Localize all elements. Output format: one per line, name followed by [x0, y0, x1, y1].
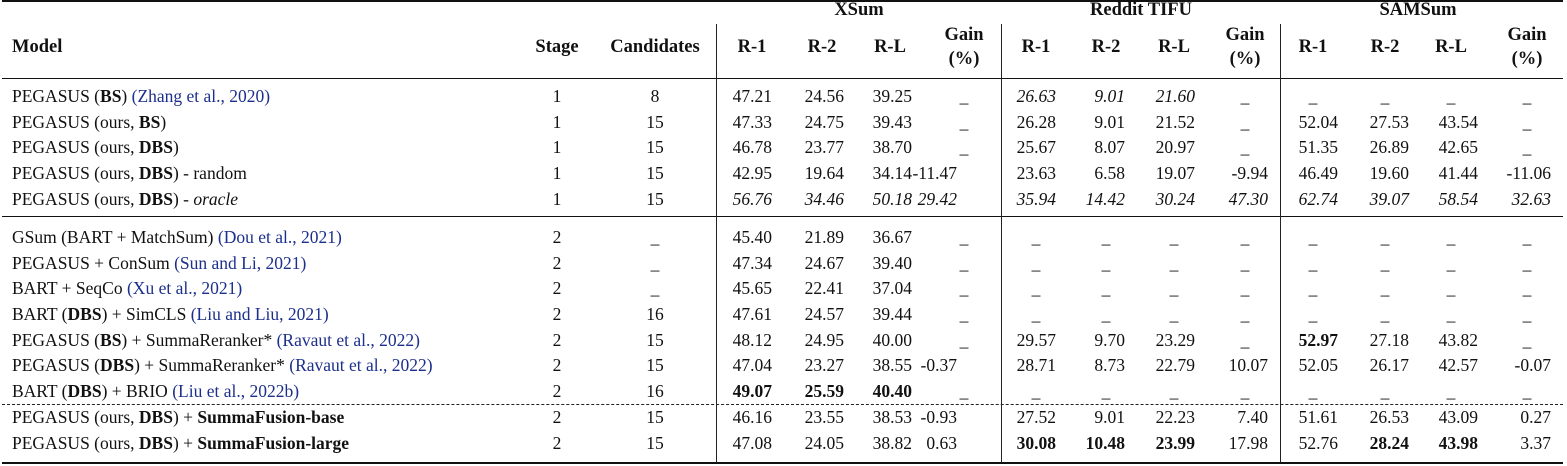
- candidates-cell: 8: [650, 86, 660, 106]
- score-cell: 42.57: [1438, 355, 1478, 375]
- score-cell: 25.59: [804, 381, 844, 401]
- column-separator: [1280, 24, 1281, 462]
- header-group: Reddit TIFU: [1090, 0, 1192, 20]
- score-cell: 42.95: [732, 163, 772, 183]
- table-rule: [2, 216, 1563, 217]
- model-name-part: PEGASUS + ConSum: [12, 253, 175, 273]
- score-cell: 28.71: [1016, 355, 1056, 375]
- score-cell: 27.52: [1016, 407, 1056, 427]
- model-name: [12, 435, 349, 453]
- score-cell: 30.08: [1016, 433, 1056, 453]
- score-cell: _: [1446, 381, 1456, 401]
- gain-cell: 17.98: [1228, 433, 1268, 453]
- model-name-part: PEGASUS (ours,: [12, 137, 139, 157]
- stage-cell: 1: [552, 189, 562, 209]
- score-cell: _: [1380, 304, 1390, 324]
- score-cell: 47.61: [732, 304, 772, 324]
- gain-cell: _: [959, 330, 969, 350]
- score-cell: 56.76: [732, 189, 772, 209]
- model-name-part: BS: [100, 86, 122, 106]
- score-cell: 26.53: [1369, 407, 1409, 427]
- score-cell: 38.82: [872, 433, 912, 453]
- score-cell: 10.48: [1085, 433, 1125, 453]
- gain-cell: _: [959, 137, 969, 157]
- stage-cell: 2: [552, 355, 562, 375]
- gain-cell: _: [959, 227, 969, 247]
- score-cell: _: [1446, 227, 1456, 247]
- header-gain-unit: (%): [948, 49, 980, 69]
- candidates-cell: 15: [646, 189, 664, 209]
- header-gain: Gain: [1225, 25, 1265, 45]
- score-cell: 34.46: [804, 189, 844, 209]
- score-cell: _: [1308, 253, 1318, 273]
- model-name-part: BART + SeqCo: [12, 278, 127, 298]
- score-cell: 46.16: [732, 407, 772, 427]
- score-cell: _: [1380, 278, 1390, 298]
- header-metric: R-2: [1370, 37, 1400, 57]
- score-cell: _: [1380, 381, 1390, 401]
- score-cell: 23.27: [804, 355, 844, 375]
- score-cell: 23.99: [1155, 433, 1195, 453]
- score-cell: 37.04: [872, 278, 912, 298]
- gain-cell: _: [1240, 227, 1250, 247]
- model-name-part: PEGASUS (ours,: [12, 112, 139, 132]
- score-cell: 27.53: [1369, 112, 1409, 132]
- stage-cell: 2: [552, 407, 562, 427]
- score-cell: 21.89: [804, 227, 844, 247]
- gain-cell: _: [1522, 86, 1532, 106]
- score-cell: 19.07: [1155, 163, 1195, 183]
- stage-cell: 1: [552, 112, 562, 132]
- stage-cell: 2: [552, 278, 562, 298]
- score-cell: _: [1101, 304, 1111, 324]
- header-group: XSum: [834, 0, 884, 20]
- candidates-cell: _: [650, 227, 660, 247]
- model-name-part: ) -: [172, 189, 194, 209]
- score-cell: 24.05: [804, 433, 844, 453]
- score-cell: 6.58: [1094, 163, 1125, 183]
- model-name-part: PEGASUS (ours,: [12, 163, 139, 183]
- score-cell: 26.28: [1016, 112, 1056, 132]
- score-cell: 19.60: [1369, 163, 1409, 183]
- score-cell: _: [1380, 253, 1390, 273]
- score-cell: 39.43: [872, 112, 912, 132]
- model-name: [12, 306, 329, 324]
- model-name: [12, 332, 420, 350]
- header-stage: Stage: [535, 37, 579, 57]
- gain-cell: 3.37: [1520, 433, 1551, 453]
- score-cell: 43.98: [1438, 433, 1478, 453]
- score-cell: 39.25: [872, 86, 912, 106]
- gain-cell: _: [1240, 304, 1250, 324]
- gain-cell: _: [1522, 137, 1532, 157]
- header-metric: R-L: [1158, 37, 1190, 57]
- model-name-part: DBS: [138, 189, 173, 209]
- score-cell: 24.67: [804, 253, 844, 273]
- gain-cell: 47.30: [1228, 189, 1268, 209]
- model-name-part: BS: [138, 112, 161, 132]
- gain-cell: _: [959, 381, 969, 401]
- score-cell: 39.44: [872, 304, 912, 324]
- candidates-cell: 16: [646, 304, 664, 324]
- stage-cell: 2: [552, 304, 562, 324]
- model-name-part: ) - random: [172, 163, 247, 183]
- gain-cell: _: [1240, 381, 1250, 401]
- model-name-part: DBS: [138, 407, 173, 427]
- gain-cell: -9.94: [1231, 163, 1268, 183]
- score-cell: 23.55: [804, 407, 844, 427]
- score-cell: _: [1101, 253, 1111, 273]
- score-cell: 51.35: [1298, 137, 1338, 157]
- model-name-part: DBS: [138, 163, 173, 183]
- score-cell: 52.05: [1298, 355, 1338, 375]
- score-cell: 52.76: [1298, 433, 1338, 453]
- score-cell: _: [1308, 86, 1318, 106]
- gain-cell: -0.07: [1514, 355, 1551, 375]
- score-cell: _: [1031, 381, 1041, 401]
- model-name: [12, 409, 344, 427]
- stage-cell: 2: [552, 227, 562, 247]
- model-name-part: BART (: [12, 381, 68, 401]
- score-cell: 23.29: [1155, 330, 1195, 350]
- model-name-part: BART (: [12, 304, 68, 324]
- gain-cell: _: [1240, 137, 1250, 157]
- model-name: [12, 114, 166, 132]
- gain-cell: 7.40: [1237, 407, 1268, 427]
- score-cell: _: [1101, 278, 1111, 298]
- score-cell: 24.95: [804, 330, 844, 350]
- model-name-part: PEGASUS (ours,: [12, 433, 139, 453]
- gain-cell: -11.06: [1506, 163, 1551, 183]
- header-metric: R-L: [1435, 37, 1467, 57]
- gain-cell: _: [1522, 304, 1532, 324]
- gain-cell: _: [1240, 253, 1250, 273]
- score-cell: 23.63: [1016, 163, 1056, 183]
- citation-link[interactable]: (Sun and Li, 2021): [174, 253, 307, 273]
- table-rule: [2, 462, 1563, 464]
- score-cell: 47.33: [732, 112, 772, 132]
- score-cell: _: [1308, 227, 1318, 247]
- score-cell: 26.63: [1016, 86, 1056, 106]
- citation-link[interactable]: (Liu et al., 2022b): [172, 381, 300, 401]
- score-cell: 21.60: [1155, 86, 1195, 106]
- score-cell: 27.18: [1369, 330, 1409, 350]
- candidates-cell: _: [650, 253, 660, 273]
- model-name-part: DBS: [138, 433, 173, 453]
- score-cell: 51.61: [1298, 407, 1338, 427]
- table-dashed-rule: [2, 404, 1563, 405]
- candidates-cell: 16: [646, 381, 664, 401]
- header-metric: R-2: [1091, 37, 1121, 57]
- header-gain: Gain: [944, 25, 984, 45]
- model-name: [12, 255, 306, 273]
- model-name-part: ) +: [172, 433, 198, 453]
- gain-cell: _: [1240, 330, 1250, 350]
- gain-cell: -0.93: [920, 407, 957, 427]
- candidates-cell: 15: [646, 330, 664, 350]
- model-name-part: ) + SummaReranker*: [134, 355, 290, 375]
- gain-cell: _: [959, 112, 969, 132]
- header-model: Model: [12, 37, 63, 57]
- score-cell: 42.65: [1438, 137, 1478, 157]
- score-cell: 39.40: [872, 253, 912, 273]
- score-cell: 21.52: [1155, 112, 1195, 132]
- score-cell: 43.09: [1438, 407, 1478, 427]
- score-cell: 52.97: [1298, 330, 1338, 350]
- model-name: [12, 357, 433, 375]
- stage-cell: 1: [552, 163, 562, 183]
- gain-cell: _: [1522, 330, 1532, 350]
- gain-cell: _: [1522, 227, 1532, 247]
- candidates-cell: _: [650, 278, 660, 298]
- score-cell: _: [1169, 381, 1179, 401]
- score-cell: 30.24: [1155, 189, 1195, 209]
- candidates-cell: 15: [646, 163, 664, 183]
- score-cell: 49.07: [732, 381, 772, 401]
- score-cell: _: [1031, 253, 1041, 273]
- score-cell: 34.14: [872, 163, 912, 183]
- score-cell: 9.70: [1094, 330, 1125, 350]
- citation-link[interactable]: (Xu et al., 2021): [126, 278, 243, 298]
- model-name-part: GSum (BART + MatchSum): [12, 227, 218, 247]
- model-name-part: ): [160, 112, 167, 132]
- model-name-part: DBS: [138, 137, 173, 157]
- header-gain-unit: (%): [1229, 49, 1261, 69]
- model-name: [12, 165, 247, 183]
- model-name: [12, 191, 238, 209]
- citation-link[interactable]: (Dou et al., 2021): [217, 227, 342, 247]
- score-cell: _: [1031, 304, 1041, 324]
- model-name-part: PEGASUS (ours,: [12, 189, 139, 209]
- gain-cell: 29.42: [917, 189, 957, 209]
- score-cell: _: [1308, 278, 1318, 298]
- score-cell: 29.57: [1016, 330, 1056, 350]
- header-candidates: Candidates: [610, 37, 700, 57]
- score-cell: 38.53: [872, 407, 912, 427]
- score-cell: _: [1446, 304, 1456, 324]
- score-cell: 39.07: [1369, 189, 1409, 209]
- model-name-part: oracle: [193, 189, 239, 209]
- table-rule: [2, 0, 1563, 2]
- score-cell: _: [1380, 86, 1390, 106]
- score-cell: 20.97: [1155, 137, 1195, 157]
- gain-separator: [1492, 48, 1493, 78]
- gain-cell: _: [959, 304, 969, 324]
- score-cell: _: [1308, 304, 1318, 324]
- candidates-cell: 15: [646, 407, 664, 427]
- score-cell: 24.75: [804, 112, 844, 132]
- score-cell: 47.34: [732, 253, 772, 273]
- gain-cell: -11.47: [912, 163, 957, 183]
- score-cell: _: [1308, 381, 1318, 401]
- score-cell: 24.56: [804, 86, 844, 106]
- score-cell: 40.40: [872, 381, 912, 401]
- citation-link[interactable]: (Ravaut et al., 2022): [289, 355, 433, 375]
- candidates-cell: 15: [646, 433, 664, 453]
- gain-cell: _: [1240, 278, 1250, 298]
- score-cell: 47.21: [732, 86, 772, 106]
- score-cell: 38.55: [872, 355, 912, 375]
- model-name-part: PEGASUS (: [12, 330, 101, 350]
- score-cell: 43.54: [1438, 112, 1478, 132]
- score-cell: _: [1031, 278, 1041, 298]
- stage-cell: 2: [552, 381, 562, 401]
- score-cell: _: [1101, 381, 1111, 401]
- score-cell: 22.23: [1155, 407, 1195, 427]
- model-name-part: ) + SimCLS: [101, 304, 191, 324]
- score-cell: _: [1380, 227, 1390, 247]
- gain-cell: _: [1522, 381, 1532, 401]
- score-cell: 43.82: [1438, 330, 1478, 350]
- table-rule: [2, 78, 1563, 79]
- model-name-part: ) + BRIO: [101, 381, 173, 401]
- score-cell: 9.01: [1094, 86, 1125, 106]
- gain-separator: [1213, 48, 1214, 78]
- gain-cell: 32.63: [1511, 189, 1551, 209]
- score-cell: 46.78: [732, 137, 772, 157]
- score-cell: 41.44: [1438, 163, 1478, 183]
- score-cell: 35.94: [1016, 189, 1056, 209]
- score-cell: 19.64: [804, 163, 844, 183]
- score-cell: 26.17: [1369, 355, 1409, 375]
- score-cell: _: [1169, 304, 1179, 324]
- column-separator: [716, 24, 717, 462]
- model-name: [12, 139, 179, 157]
- score-cell: 8.73: [1094, 355, 1125, 375]
- header-metric: R-L: [874, 37, 906, 57]
- score-cell: 28.24: [1369, 433, 1409, 453]
- gain-cell: 10.07: [1228, 355, 1268, 375]
- gain-cell: 0.27: [1520, 407, 1551, 427]
- score-cell: 38.70: [872, 137, 912, 157]
- citation-link[interactable]: (Zhang et al., 2020): [131, 86, 271, 106]
- gain-cell: _: [1522, 253, 1532, 273]
- gain-cell: _: [959, 253, 969, 273]
- gain-cell: _: [1522, 278, 1532, 298]
- score-cell: 45.65: [732, 278, 772, 298]
- score-cell: 48.12: [732, 330, 772, 350]
- score-cell: _: [1101, 227, 1111, 247]
- score-cell: _: [1169, 227, 1179, 247]
- stage-cell: 2: [552, 330, 562, 350]
- model-name: [12, 280, 242, 298]
- score-cell: 50.18: [872, 189, 912, 209]
- model-name-part: DBS: [100, 355, 135, 375]
- gain-cell: _: [959, 278, 969, 298]
- score-cell: 8.07: [1094, 137, 1125, 157]
- score-cell: 22.41: [804, 278, 844, 298]
- gain-cell: 0.63: [926, 433, 957, 453]
- header-metric: R-1: [1021, 37, 1051, 57]
- gain-cell: -0.37: [920, 355, 957, 375]
- score-cell: 9.01: [1094, 407, 1125, 427]
- model-name: [12, 229, 342, 247]
- model-name-part: SummaFusion-large: [197, 433, 350, 453]
- gain-cell: _: [1240, 112, 1250, 132]
- model-name-part: ) + SummaReranker*: [121, 330, 277, 350]
- citation-link[interactable]: (Ravaut et al., 2022): [276, 330, 420, 350]
- gain-separator: [934, 48, 935, 78]
- model-name: [12, 383, 299, 401]
- header-group: SAMSum: [1379, 0, 1457, 20]
- score-cell: 24.57: [804, 304, 844, 324]
- citation-link[interactable]: (Liu and Liu, 2021): [190, 304, 329, 324]
- model-name-part: PEGASUS (ours,: [12, 407, 139, 427]
- stage-cell: 1: [552, 86, 562, 106]
- header-metric: R-1: [1298, 37, 1328, 57]
- model-name-part: PEGASUS (: [12, 86, 101, 106]
- gain-cell: _: [959, 86, 969, 106]
- score-cell: 23.77: [804, 137, 844, 157]
- model-name-part: DBS: [67, 304, 102, 324]
- score-cell: _: [1446, 253, 1456, 273]
- score-cell: 47.04: [732, 355, 772, 375]
- header-metric: R-2: [807, 37, 837, 57]
- score-cell: 40.00: [872, 330, 912, 350]
- column-separator: [1001, 24, 1002, 462]
- score-cell: 36.67: [872, 227, 912, 247]
- score-cell: 14.42: [1085, 189, 1125, 209]
- score-cell: 58.54: [1438, 189, 1478, 209]
- model-name-part: ) +: [172, 407, 198, 427]
- score-cell: _: [1169, 253, 1179, 273]
- score-cell: 26.89: [1369, 137, 1409, 157]
- model-name-part: BS: [100, 330, 122, 350]
- score-cell: 25.67: [1016, 137, 1056, 157]
- header-gain-unit: (%): [1511, 49, 1543, 69]
- stage-cell: 2: [552, 433, 562, 453]
- gain-cell: _: [1240, 86, 1250, 106]
- score-cell: _: [1446, 278, 1456, 298]
- score-cell: _: [1031, 227, 1041, 247]
- candidates-cell: 15: [646, 355, 664, 375]
- candidates-cell: 15: [646, 112, 664, 132]
- header-metric: R-1: [737, 37, 767, 57]
- score-cell: _: [1446, 86, 1456, 106]
- score-cell: 62.74: [1298, 189, 1338, 209]
- model-name-part: DBS: [67, 381, 102, 401]
- stage-cell: 2: [552, 253, 562, 273]
- model-name-part: PEGASUS (: [12, 355, 101, 375]
- model-name-part: SummaFusion-base: [197, 407, 345, 427]
- candidates-cell: 15: [646, 137, 664, 157]
- model-name: [12, 88, 270, 106]
- score-cell: 46.49: [1298, 163, 1338, 183]
- score-cell: _: [1169, 278, 1179, 298]
- score-cell: 45.40: [732, 227, 772, 247]
- score-cell: 9.01: [1094, 112, 1125, 132]
- model-name-part: ): [121, 86, 132, 106]
- header-gain: Gain: [1507, 25, 1547, 45]
- stage-cell: 1: [552, 137, 562, 157]
- gain-cell: _: [1522, 112, 1532, 132]
- model-name-part: ): [172, 137, 179, 157]
- score-cell: 22.79: [1155, 355, 1195, 375]
- score-cell: 52.04: [1298, 112, 1338, 132]
- score-cell: 47.08: [732, 433, 772, 453]
